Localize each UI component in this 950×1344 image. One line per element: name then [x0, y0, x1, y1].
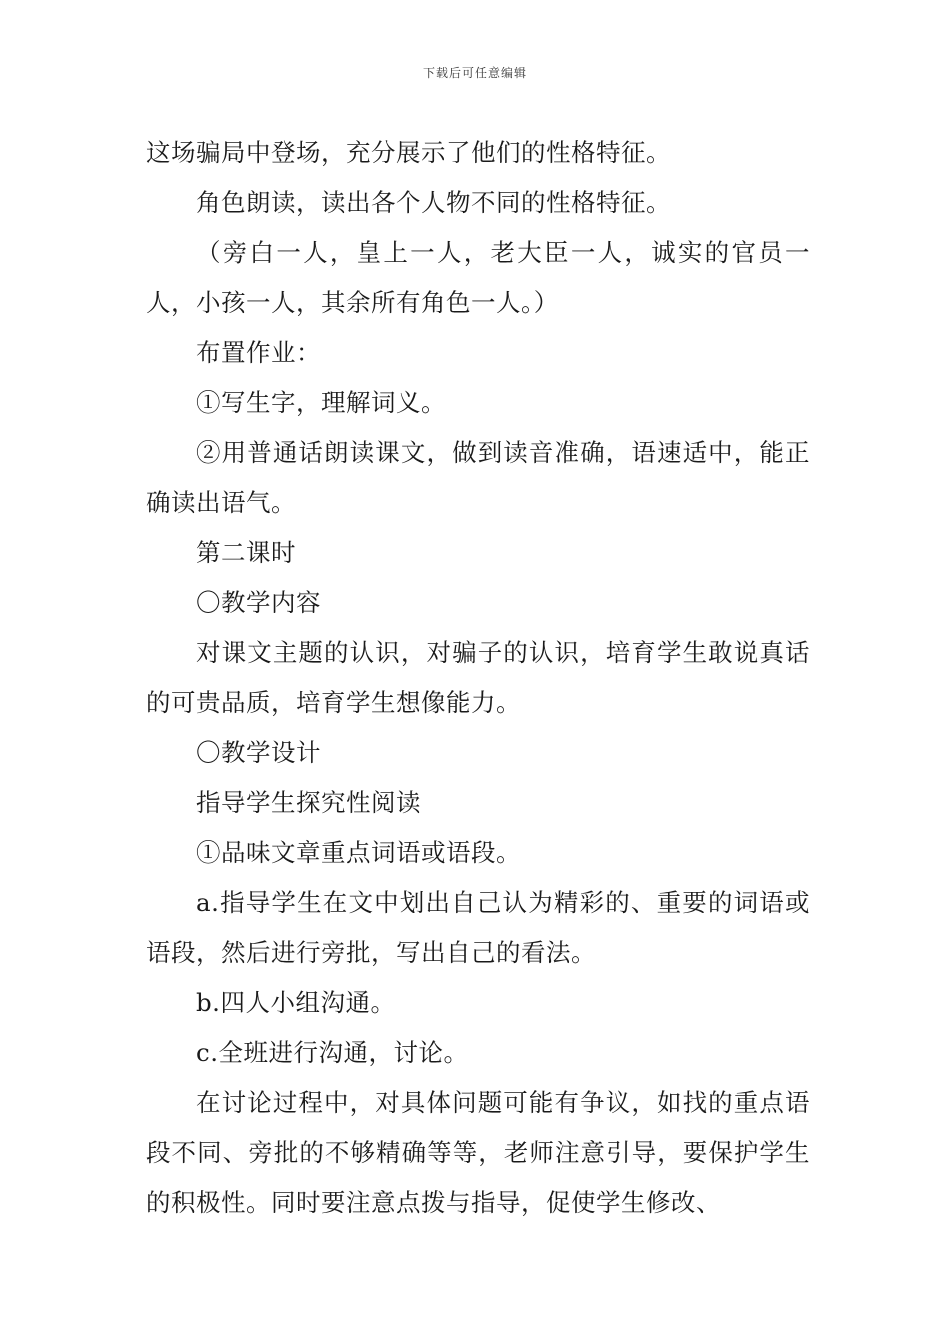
paragraph: 对课文主题的认识，对骗子的认识，培育学生敢说真话的可贵品质，培育学生想像能力。	[146, 638, 810, 717]
section-title: 第二课时	[196, 538, 296, 567]
paragraph: （旁白一人，皇上一人，老大臣一人，诚实的官员一人，小孩一人，其余所有角色一人。）	[146, 238, 810, 317]
list-item: ①品味文章重点词语或语段。	[196, 838, 521, 867]
paragraph: 角色朗读，读出各个人物不同的性格特征。	[196, 188, 671, 217]
subsection-heading: 〇教学设计	[196, 738, 321, 767]
paragraph: ①写生字，理解词义。	[196, 388, 446, 417]
paragraph: 布置作业：	[196, 338, 321, 367]
paragraph: 在讨论过程中，对具体问题可能有争议，如找的重点语段不同、旁批的不够精确等等，老师注意引导，要保护学生的积极性。同时要注意点拨与指导，促使学生修改、	[146, 1088, 810, 1217]
paragraph: 这场骗局中登场，充分展示了他们的性格特征。	[146, 138, 671, 167]
subsection-heading: 〇教学内容	[196, 588, 321, 617]
list-item: b.四人小组沟通。	[196, 988, 396, 1017]
paragraph: ②用普通话朗读课文，做到读音准确，语速适中，能正确读出语气。	[146, 438, 810, 517]
download-note: 下载后可任意编辑	[422, 66, 527, 80]
paragraph: 指导学生探究性阅读	[196, 788, 421, 817]
list-item: c.全班进行沟通，讨论。	[196, 1038, 469, 1067]
document-body	[146, 128, 810, 1228]
list-item: a.指导学生在文中划出自己认为精彩的、重要的词语或语段，然后进行旁批，写出自己的看法。	[146, 888, 810, 967]
